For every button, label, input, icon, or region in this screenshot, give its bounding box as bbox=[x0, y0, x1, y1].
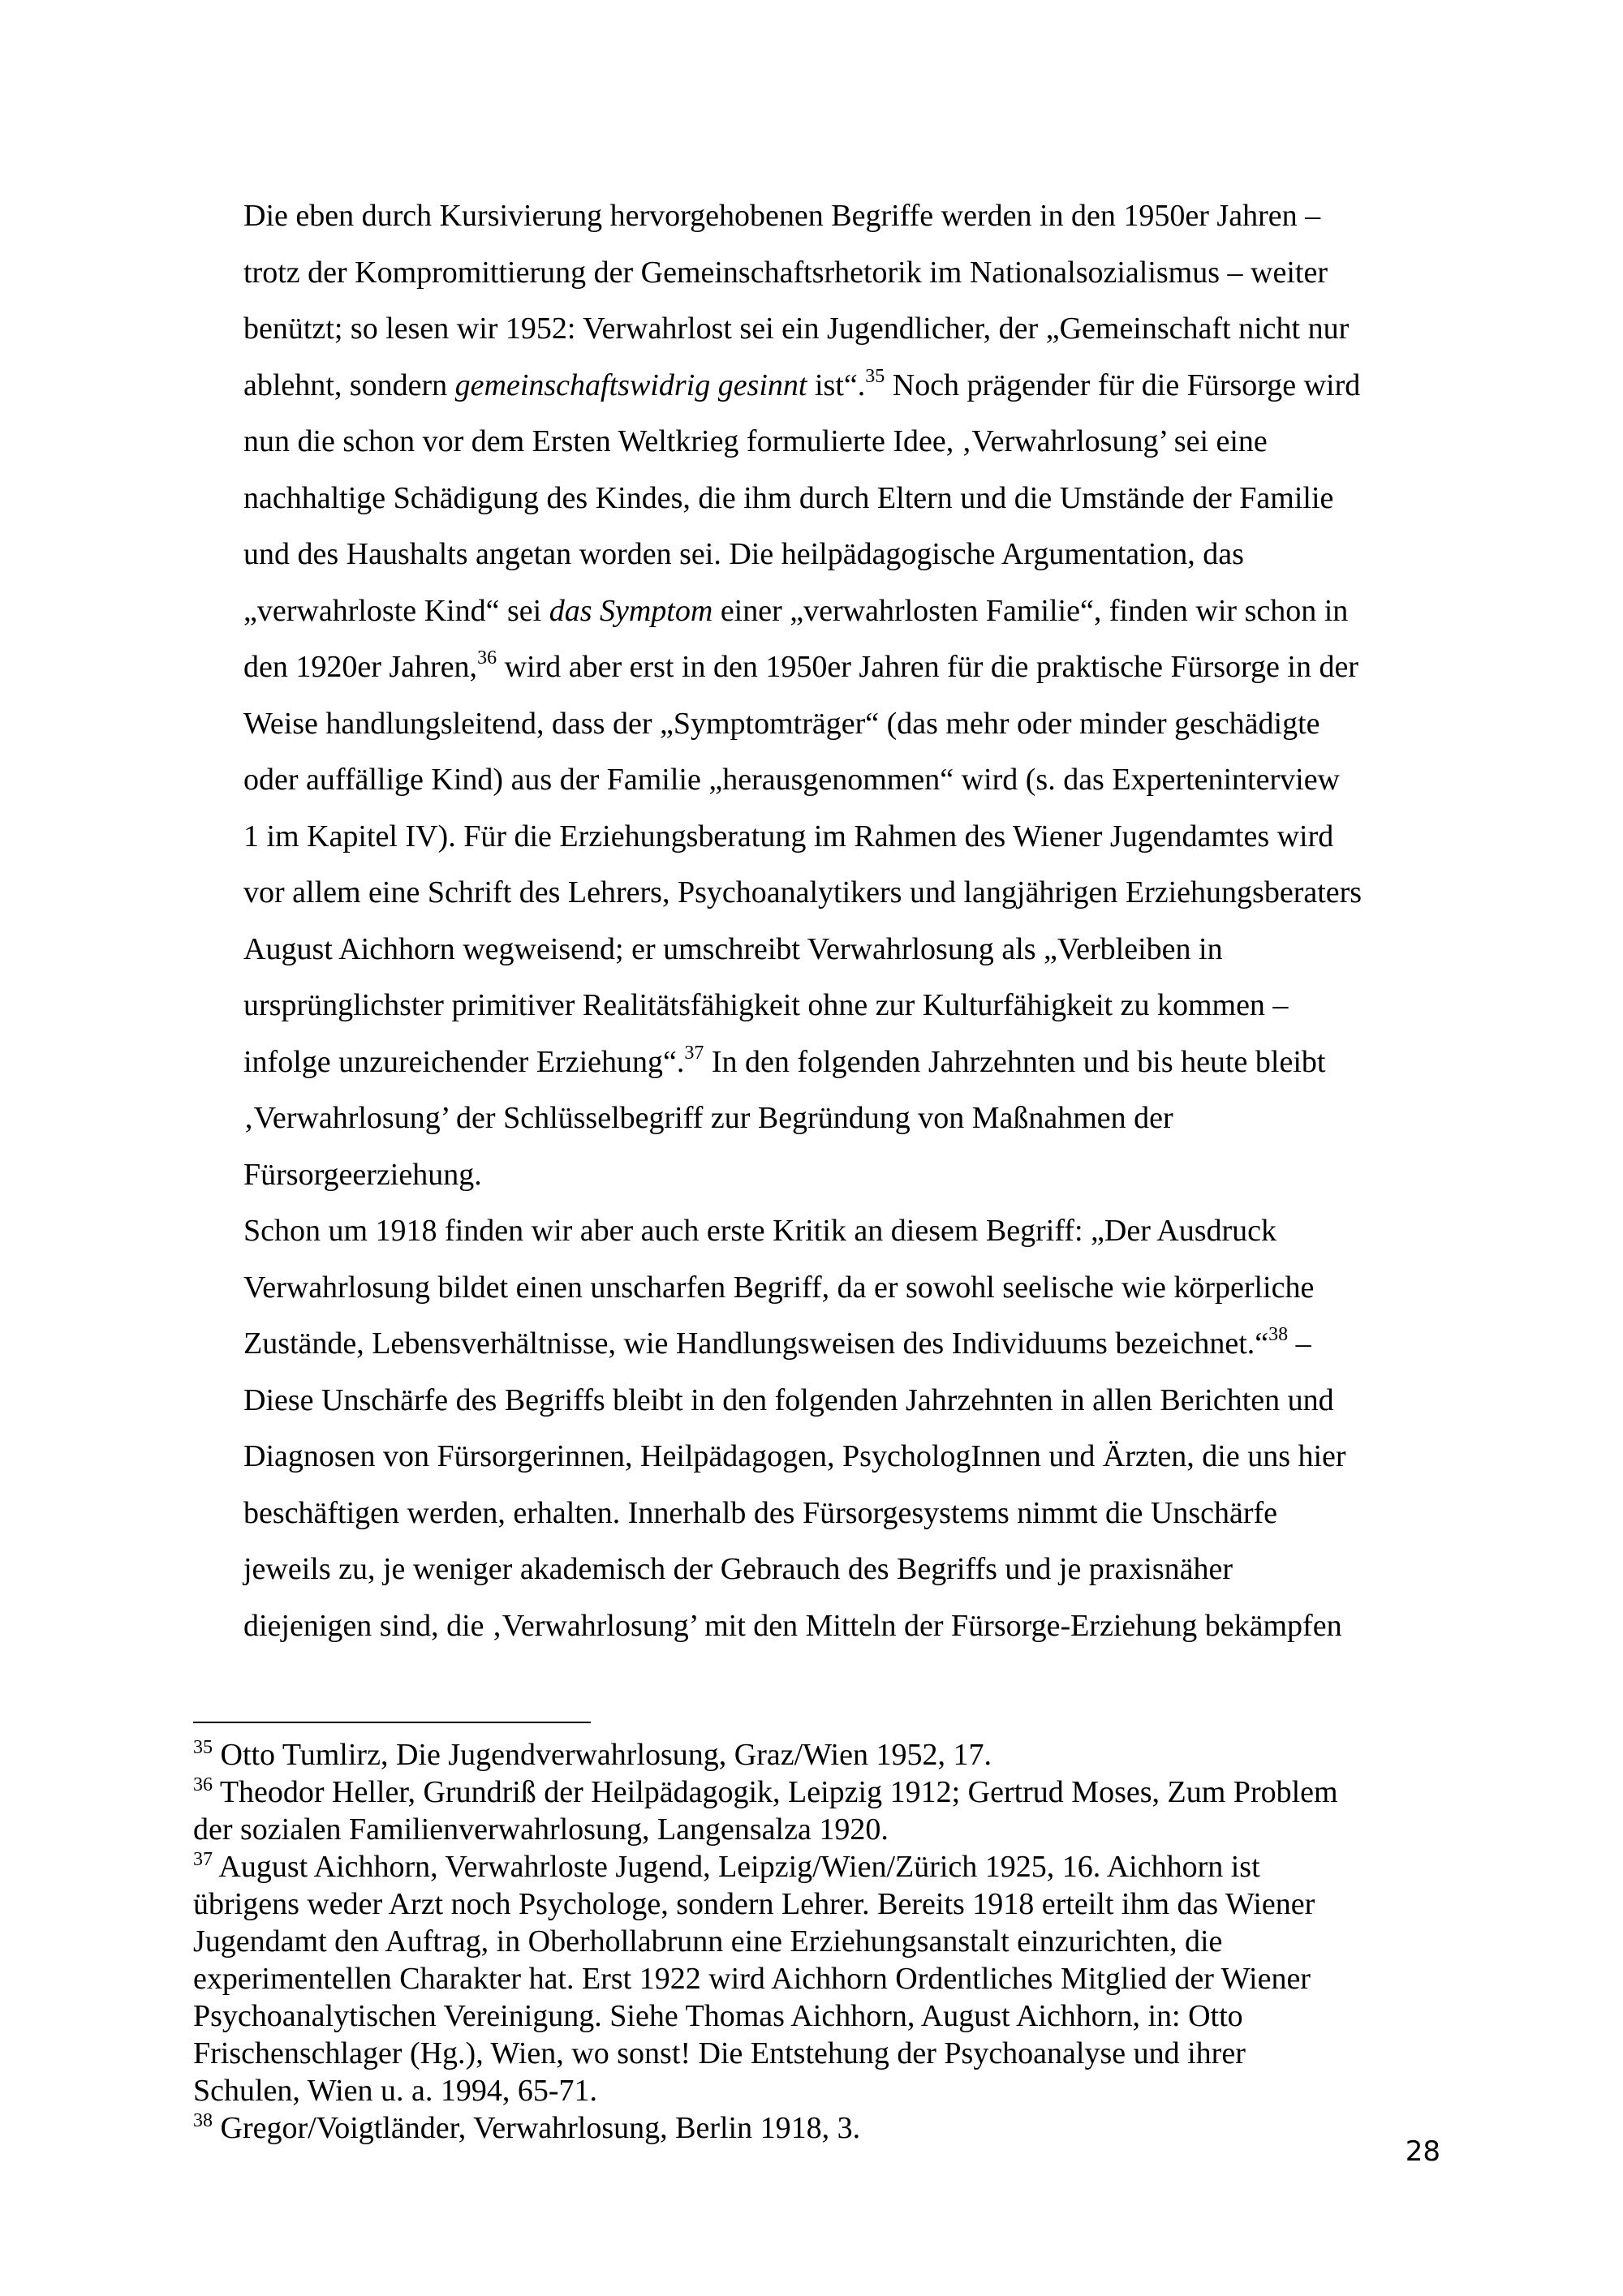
main-text bbox=[243, 188, 1436, 1654]
text-line: Fürsorgeerziehung. bbox=[243, 1157, 482, 1192]
text-line bbox=[243, 1316, 1436, 1373]
page-number: 28 bbox=[1405, 2135, 1440, 2168]
text-line bbox=[243, 639, 1436, 696]
text-line: Weise handlungsleitend, dass der „Symptomträger“ (das mehr oder minder geschädigte bbox=[243, 706, 1320, 741]
text-run: einer „verwahrlosten Familie“, finden wir schon in bbox=[712, 593, 1349, 628]
text-line: trotz der Kompromittierung der Gemeinschaftsrhetorik im Nationalsozialismus – weiter bbox=[243, 255, 1328, 290]
footnote-number: 38 bbox=[193, 2110, 213, 2131]
text-line: und des Haushalts angetan worden sei. Die heilpädagogische Argumentation, das bbox=[243, 537, 1244, 571]
text-line: August Aichhorn wegweisend; er umschreibt Verwahrlosung als „Verbleiben in bbox=[243, 931, 1223, 966]
text-run: den 1920er Jahren, bbox=[243, 650, 478, 684]
text-line bbox=[243, 358, 1436, 415]
footnote-text: experimentellen Charakter hat. Erst 1922 wird Aichhorn Ordentliches Mitglied der Wiener bbox=[193, 1962, 1311, 1996]
text-line: nun die schon vor dem Ersten Weltkrieg formulierte Idee, ‚Verwahrlosung’ sei eine bbox=[243, 424, 1268, 458]
italic-term: gemeinschaftswidrig gesinnt bbox=[454, 368, 807, 402]
footnote-ref-35[interactable]: 35 bbox=[865, 365, 885, 387]
text-line: Die eben durch Kursivierung hervorgehobenen Begriffe werden in den 1950er Jahren – bbox=[243, 199, 1321, 233]
footnote-37 bbox=[193, 1848, 1427, 1885]
text-line bbox=[243, 583, 1436, 640]
footnote-35 bbox=[193, 1736, 1427, 1774]
footnote-text: Jugendamt den Auftrag, in Oberhollabrunn eine Erziehungsanstalt einzurichten, die bbox=[193, 1924, 1223, 1958]
footnote-ref-37[interactable]: 37 bbox=[684, 1042, 704, 1064]
footnote-text: Psychoanalytischen Vereinigung. Siehe Thomas Aichhorn, August Aichhorn, in: Otto bbox=[193, 1999, 1243, 2033]
text-line: oder auffällige Kind) aus der Familie „herausgenommen“ wird (s. das Experteninterview bbox=[243, 763, 1341, 797]
text-run: – bbox=[1288, 1326, 1311, 1361]
text-run: ist“. bbox=[807, 368, 866, 402]
footnote-36 bbox=[193, 1774, 1427, 1811]
text-line: ursprünglichster primitiver Realitätsfähigkeit ohne zur Kulturfähigkeit zu kommen – bbox=[243, 988, 1289, 1022]
text-run: Noch prägender für die Fürsorge wird bbox=[885, 368, 1361, 402]
text-line: beschäftigen werden, erhalten. Innerhalb des Fürsorgesystems nimmt die Unschärfe bbox=[243, 1495, 1278, 1530]
text-line: ‚Verwahrlosung’ der Schlüsselbegriff zur Begründung von Maßnahmen der bbox=[243, 1101, 1173, 1135]
text-run: Zustände, Lebensverhältnisse, wie Handlungsweisen des Individuums bezeichnet.“ bbox=[243, 1326, 1269, 1361]
footnotes bbox=[193, 1736, 1427, 2147]
italic-term: das Symptom bbox=[549, 593, 713, 628]
text-run: In den folgenden Jahrzehnten und bis heute bleibt bbox=[704, 1044, 1326, 1079]
text-line: vor allem eine Schrift des Lehrers, Psychoanalytikers und langjährigen Erziehungsberaters bbox=[243, 875, 1363, 909]
footnote-text: Frischenschlager (Hg.), Wien, wo sonst! Die Entstehung der Psychoanalyse und ihrer bbox=[193, 2036, 1246, 2070]
footnote-ref-38[interactable]: 38 bbox=[1268, 1324, 1289, 1345]
footnote-separator bbox=[193, 1722, 591, 1723]
text-line: Schon um 1918 finden wir aber auch erste Kritik an diesem Begriff: „Der Ausdruck bbox=[243, 1214, 1276, 1248]
footnote-number: 35 bbox=[193, 1737, 213, 1758]
text-run: „verwahrloste Kind“ sei bbox=[243, 593, 549, 628]
footnote-number: 37 bbox=[193, 1849, 213, 1870]
text-line: Diagnosen von Fürsorgerinnen, Heilpädagogen, PsychologInnen und Ärzten, die uns hier bbox=[243, 1439, 1346, 1473]
text-run: infolge unzureichender Erziehung“. bbox=[243, 1044, 685, 1079]
text-run: ablehnt, sondern bbox=[243, 368, 455, 402]
footnote-text: der sozialen Familienverwahrlosung, Langensalza 1920. bbox=[193, 1812, 889, 1847]
footnote-38 bbox=[193, 2109, 1427, 2147]
text-line: Diese Unschärfe des Begriffs bleibt in den folgenden Jahrzehnten in allen Berichten und bbox=[243, 1382, 1334, 1417]
footnote-number: 36 bbox=[193, 1774, 213, 1795]
text-line: 1 im Kapitel IV). Für die Erziehungsberatung im Rahmen des Wiener Jugendamtes wird bbox=[243, 819, 1334, 853]
footnote-text: Theodor Heller, Grundriß der Heilpädagogik, Leipzig 1912; Gertrud Moses, Zum Problem bbox=[213, 1775, 1338, 1809]
footnote-text: Otto Tumlirz, Die Jugendverwahrlosung, Graz/Wien 1952, 17. bbox=[213, 1738, 992, 1772]
text-line: diejenigen sind, die ‚Verwahrlosung’ mit den Mitteln der Fürsorge-Erziehung bekämpfen bbox=[243, 1608, 1342, 1643]
text-run: wird aber erst in den 1950er Jahren für die praktische Fürsorge in der bbox=[497, 650, 1358, 684]
text-line: nachhaltige Schädigung des Kindes, die ihm durch Eltern und die Umstände der Familie bbox=[243, 480, 1334, 515]
text-line bbox=[243, 1034, 1436, 1091]
footnote-text: Schulen, Wien u. a. 1994, 65-71. bbox=[193, 2074, 598, 2108]
footnote-text: August Aichhorn, Verwahrloste Jugend, Leipzig/Wien/Zürich 1925, 16. Aichhorn ist bbox=[213, 1850, 1260, 1884]
footnote-text: Gregor/Voigtländer, Verwahrlosung, Berlin 1918, 3. bbox=[213, 2111, 861, 2145]
footnote-ref-36[interactable]: 36 bbox=[477, 647, 497, 669]
footnote-text: übrigens weder Arzt noch Psychologe, sondern Lehrer. Bereits 1918 erteilt ihm das Wiener bbox=[193, 1887, 1315, 1921]
text-line: jeweils zu, je weniger akademisch der Gebrauch des Begriffs und je praxisnäher bbox=[243, 1552, 1233, 1586]
text-line: benützt; so lesen wir 1952: Verwahrlost sei ein Jugendlicher, der „Gemeinschaft nicht nur bbox=[243, 312, 1350, 346]
text-line: Verwahrlosung bildet einen unscharfen Begriff, da er sowohl seelische wie körperliche bbox=[243, 1270, 1315, 1305]
